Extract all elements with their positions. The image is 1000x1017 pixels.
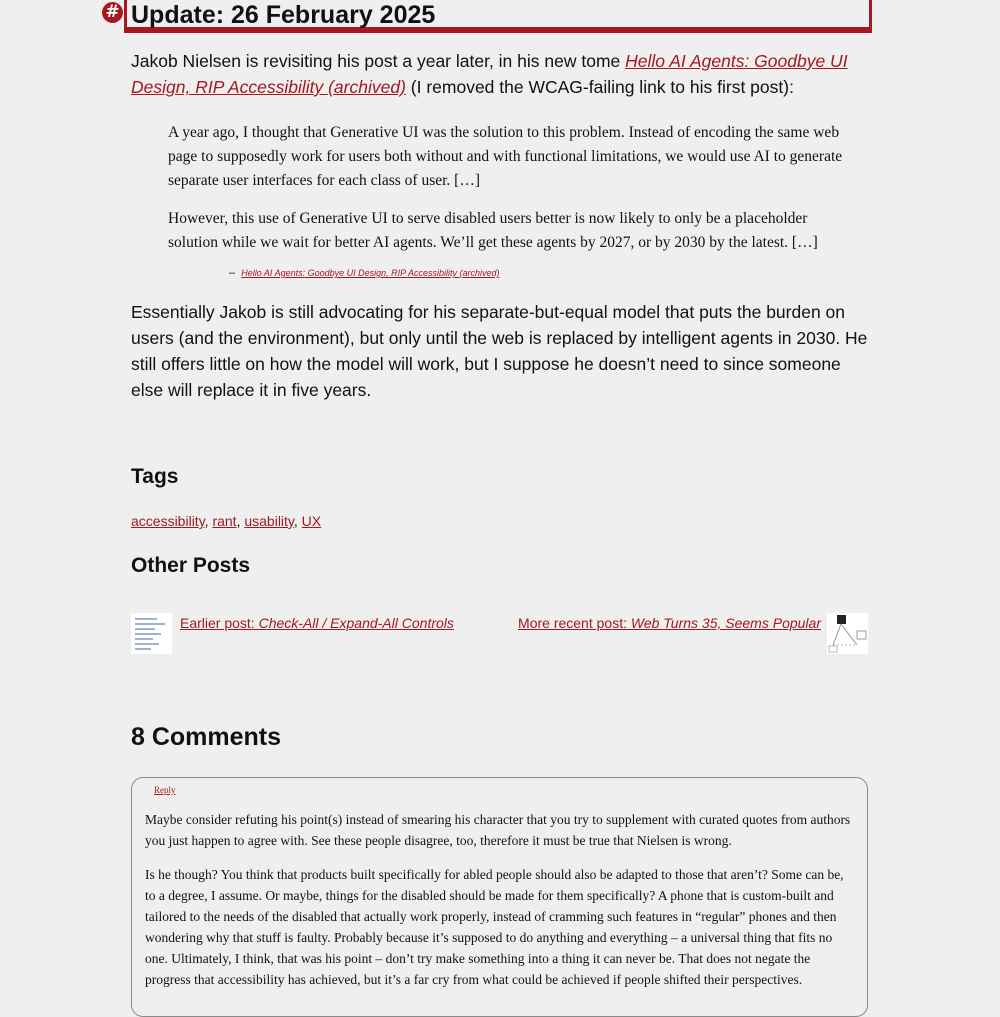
quote-paragraph-1: A year ago, I thought that Generative UI was the solution to this problem. Instead of encoding the same web page to supposedly work for users both without and with functional limitations, we would use AI to generate separate user interfaces for each class of user. […] bbox=[168, 124, 843, 189]
update-heading: Update: 26 February 2025 bbox=[131, 1, 436, 29]
earlier-post-title: Check-All / Expand-All Controls bbox=[258, 615, 454, 631]
tag-accessibility[interactable]: accessibility bbox=[131, 513, 205, 529]
thumb-line bbox=[135, 638, 153, 640]
comment-body bbox=[145, 809, 855, 1003]
thumb-line bbox=[135, 623, 165, 625]
recent-post-link[interactable] bbox=[518, 613, 821, 633]
tags-heading: Tags bbox=[131, 465, 179, 488]
thumb-line bbox=[135, 648, 151, 650]
thumb-line bbox=[135, 628, 155, 630]
comment-paragraph-2: Is he though? You think that products built specifically for abled people should also be adapted to those that aren’t? Some can be, to a degree, I assume. Or maybe, things for the disabled should be made for them specifically? A phone that is custom-built and tailored to the needs of the disabled that actually work properly, instead of cramming such features in “regular” phones and then wondering why that stuff is faulty. Probably because it’s supposed to do anything and everything – a universal thing that fits no one. Ultimately, I think, that was his point – don’t try make something into a thing it can never be. That does not negate the progress that accessibility has achieved, but it’s a far cry from what could be achieved if people shifted their perspectives. bbox=[145, 867, 844, 987]
web-diagram-thumbnail-icon bbox=[827, 613, 868, 654]
tag-list bbox=[131, 511, 321, 531]
earlier-post-thumbnail[interactable] bbox=[131, 613, 172, 654]
comments-heading: 8 Comments bbox=[131, 723, 282, 751]
recent-post-prefix: More recent post: bbox=[518, 615, 631, 631]
tag-separator: , bbox=[293, 513, 302, 529]
reply-link[interactable]: Reply bbox=[154, 785, 176, 795]
comment-paragraph-1: Maybe consider refuting his point(s) instead of smearing his character that you try to supplement with curated quotes from authors you just happen to agree with. See these people disagree, too, therefore it must be true that Nielsen is wrong. bbox=[145, 812, 851, 848]
tag-separator: , bbox=[236, 513, 245, 529]
cite-link[interactable]: Hello AI Agents: Goodbye UI Design, RIP Accessibility (archived) bbox=[241, 268, 500, 278]
tag-usability[interactable]: usability bbox=[244, 513, 294, 529]
thumb-line bbox=[135, 633, 161, 635]
recent-post-anchor[interactable] bbox=[518, 615, 821, 631]
other-posts-heading: Other Posts bbox=[131, 554, 251, 577]
hello-ai-agents-link[interactable]: Hello AI Agents: Goodbye UI Design, RIP Accessibility (archived) bbox=[131, 51, 848, 97]
earlier-post-link[interactable] bbox=[180, 613, 454, 633]
recent-post-title: Web Turns 35, Seems Popular bbox=[630, 615, 821, 631]
quote-paragraph-2: However, this use of Generative UI to serve disabled users better is now likely to only be a placeholder solution while we wait for better AI agents. We’ll get these agents by 2027, or by 2030 by the latest. […] bbox=[168, 210, 818, 251]
intro-text-after: (I removed the WCAG-failing link to his first post): bbox=[405, 77, 794, 97]
thumb-line bbox=[135, 618, 157, 620]
heading-anchor-icon[interactable]: # bbox=[101, 1, 124, 24]
earlier-post-anchor[interactable] bbox=[180, 615, 454, 631]
quote-citation bbox=[229, 266, 500, 280]
tag-ux[interactable]: UX bbox=[301, 513, 322, 529]
earlier-post-prefix: Earlier post: bbox=[180, 615, 259, 631]
intro-text-before: Jakob Nielsen is revisiting his post a year later, in his new tome bbox=[131, 51, 626, 71]
thumb-line bbox=[135, 643, 159, 645]
cite-dash: – bbox=[229, 267, 236, 279]
tag-separator: , bbox=[204, 513, 213, 529]
recent-post-thumbnail[interactable] bbox=[827, 613, 868, 654]
tag-rant[interactable]: rant bbox=[212, 513, 237, 529]
comment-card bbox=[131, 777, 868, 1017]
essentially-paragraph: Essentially Jakob is still advocating for his separate-but-equal model that puts the burden on users (and the environment), but only until the web is replaced by intelligent agents in 2030. He still offers little on how the model will work, but I suppose he doesn’t need to since someone else will replace it in five years. bbox=[131, 302, 868, 400]
nielsen-blockquote bbox=[168, 121, 848, 269]
intro-paragraph bbox=[131, 48, 856, 100]
